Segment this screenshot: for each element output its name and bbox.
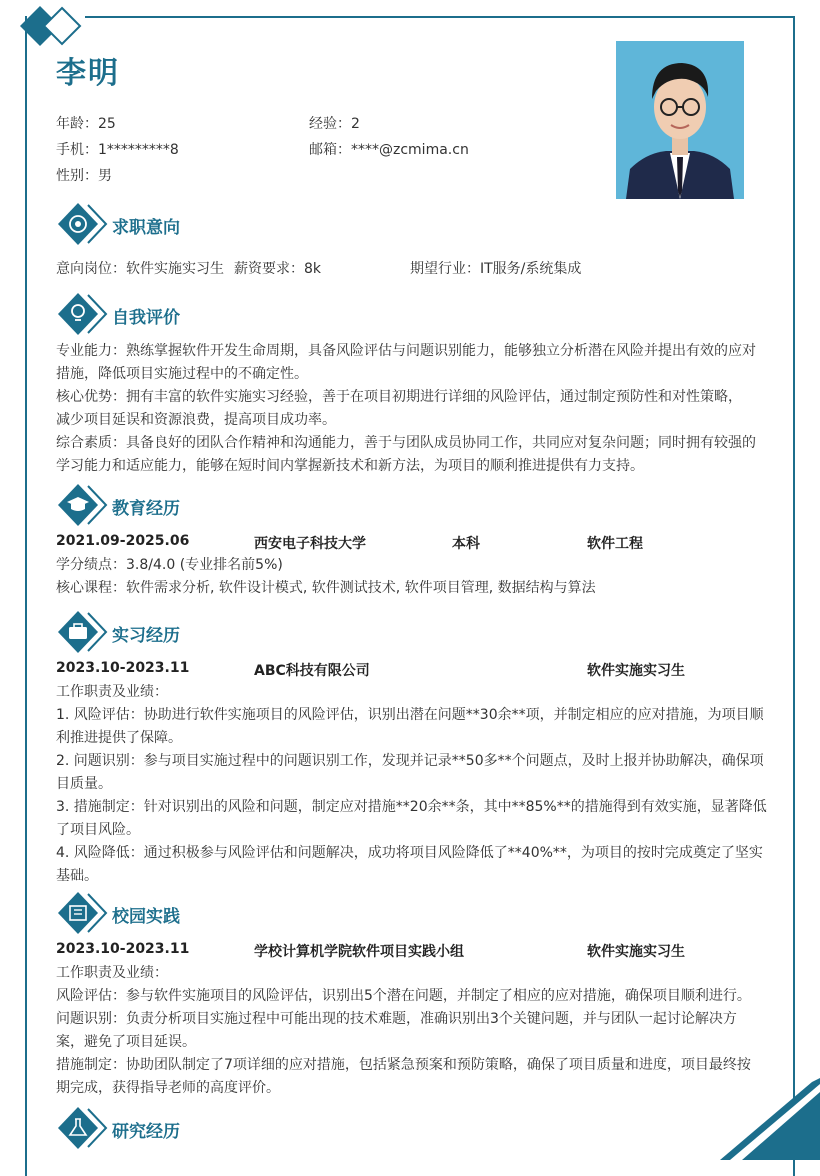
briefcase-icon [58,609,108,655]
internship-details [56,681,768,888]
intent-position: 意向岗位：软件实施实习生 [56,261,224,277]
internship-line: 工作职责及业绩： [56,684,168,700]
phone-label: 手机： [56,142,98,158]
building-icon [58,890,108,936]
section-intent-header [58,201,758,247]
education-degree: 本科 [452,536,480,552]
internship-line: 了项目风险。 [56,822,140,838]
section-campus-header [58,890,758,936]
section-education-header [58,482,758,528]
self-eval-line: 措施，降低项目实施过程中的不确定性。 [56,366,308,382]
experience-label: 经验： [309,116,351,132]
section-education-title: 教育经历 [112,499,180,519]
lightbulb-icon [58,291,108,337]
internship-line: 4. 风险降低：通过积极参与风险评估和问题解决，成功将项目风险降低了**40%**，为项目的按时完成奠定了坚实 [56,845,763,861]
campus-org: 学校计算机学院软件项目实践小组 [254,944,464,960]
internship-role: 软件实施实习生 [587,663,685,679]
graduation-cap-icon [58,482,108,528]
flask-icon [58,1105,108,1151]
education-major: 软件工程 [587,536,643,552]
internship-line: 1. 风险评估：协助进行软件实施项目的风险评估，识别出潜在问题**30余**项，并制定相应的应对措施，为项目顺 [56,707,764,723]
self-eval-line: 核心优势：拥有丰富的软件实施实习经验，善于在项目初期进行详细的风险评估，通过制定预防性和对性策略， [56,389,742,405]
self-eval-line: 减少项目延误和资源浪费，提高项目成功率。 [56,412,336,428]
section-internship-title: 实习经历 [112,626,180,646]
target-icon [58,201,108,247]
internship-line: 利推进提供了保障。 [56,730,182,746]
education-line: 核心课程：软件需求分析, 软件设计模式, 软件测试技术, 软件项目管理, 数据结构与算法 [56,580,596,596]
email-label: 邮箱： [309,142,351,158]
top-divider [85,16,795,18]
section-research-title: 研究经历 [112,1122,180,1142]
phone-value: 1*********8 [98,142,179,158]
age-field [56,113,116,133]
gender-field [56,165,112,185]
campus-line: 工作职责及业绩： [56,965,168,981]
intent-industry: 期望行业：IT服务/系统集成 [410,261,582,277]
internship-date: 2023.10-2023.11 [56,660,190,676]
education-line: 学分绩点：3.8/4.0 (专业排名前5%) [56,557,283,573]
section-internship-header [58,609,758,655]
campus-line: 风险评估：参与软件实施项目的风险评估，识别出5个潜在问题，并制定了相应的应对措施，确保项目顺利进行。 [56,988,751,1004]
self-eval-line: 综合素质：具备良好的团队合作精神和沟通能力，善于与团队成员协同工作，共同应对复杂问题；同时拥有较强的 [56,435,756,451]
internship-row [56,660,768,682]
education-row [56,533,768,555]
education-school: 西安电子科技大学 [254,536,366,552]
campus-line: 问题识别：负责分析项目实施过程中可能出现的技术难题，准确识别出3个关键问题，并与团队一起讨论解决方 [56,1011,737,1027]
experience-field [309,113,360,133]
experience-value: 2 [351,116,360,132]
section-intent-title: 求职意向 [112,218,180,238]
internship-line: 3. 措施制定：针对识别出的风险和问题，制定应对措施**20余**条，其中**85%**的措施得到有效实施，显著降低 [56,799,767,815]
section-campus-title: 校园实践 [112,907,180,927]
corner-diamond-icon [10,2,90,50]
campus-row [56,941,768,963]
email-field [309,139,469,159]
section-research-header [58,1105,758,1151]
campus-line: 案，避免了项目延误。 [56,1034,196,1050]
campus-line: 期完成，获得指导老师的高度评价。 [56,1080,280,1096]
gender-value: 男 [98,168,112,184]
education-details [56,554,768,600]
education-date: 2021.09-2025.06 [56,533,190,549]
section-self-eval-header [58,291,758,337]
self-eval-line: 专业能力：熟练掌握软件开发生命周期，具备风险评估与问题识别能力，能够独立分析潜在风险并提出有效的应对 [56,343,756,359]
candidate-name: 李明 [56,56,120,91]
internship-line: 目质量。 [56,776,112,792]
email-value: ****@zcmima.cn [351,142,469,158]
section-self-eval-title: 自我评价 [112,308,180,328]
phone-field [56,139,179,159]
self-eval-line: 学习能力和适应能力，能够在短时间内掌握新技术和新方法，为项目的顺利推进提供有力支持。 [56,458,644,474]
campus-date: 2023.10-2023.11 [56,941,190,957]
age-value: 25 [98,116,116,132]
gender-label: 性别： [56,168,98,184]
internship-company: ABC科技有限公司 [254,663,370,679]
age-label: 年龄： [56,116,98,132]
campus-line: 措施制定：协助团队制定了7项详细的应对措施，包括紧急预案和预防策略，确保了项目质量和进度，项目最终按 [56,1057,751,1073]
internship-line: 基础。 [56,868,98,884]
campus-details [56,962,768,1100]
self-eval-text [56,340,768,478]
internship-line: 2. 问题识别：参与项目实施过程中的问题识别工作，发现并记录**50多**个问题点，及时上报并协助解决，确保项 [56,753,764,769]
campus-role: 软件实施实习生 [587,944,685,960]
intent-salary: 薪资要求：8k [234,261,322,277]
avatar-photo [616,41,744,199]
